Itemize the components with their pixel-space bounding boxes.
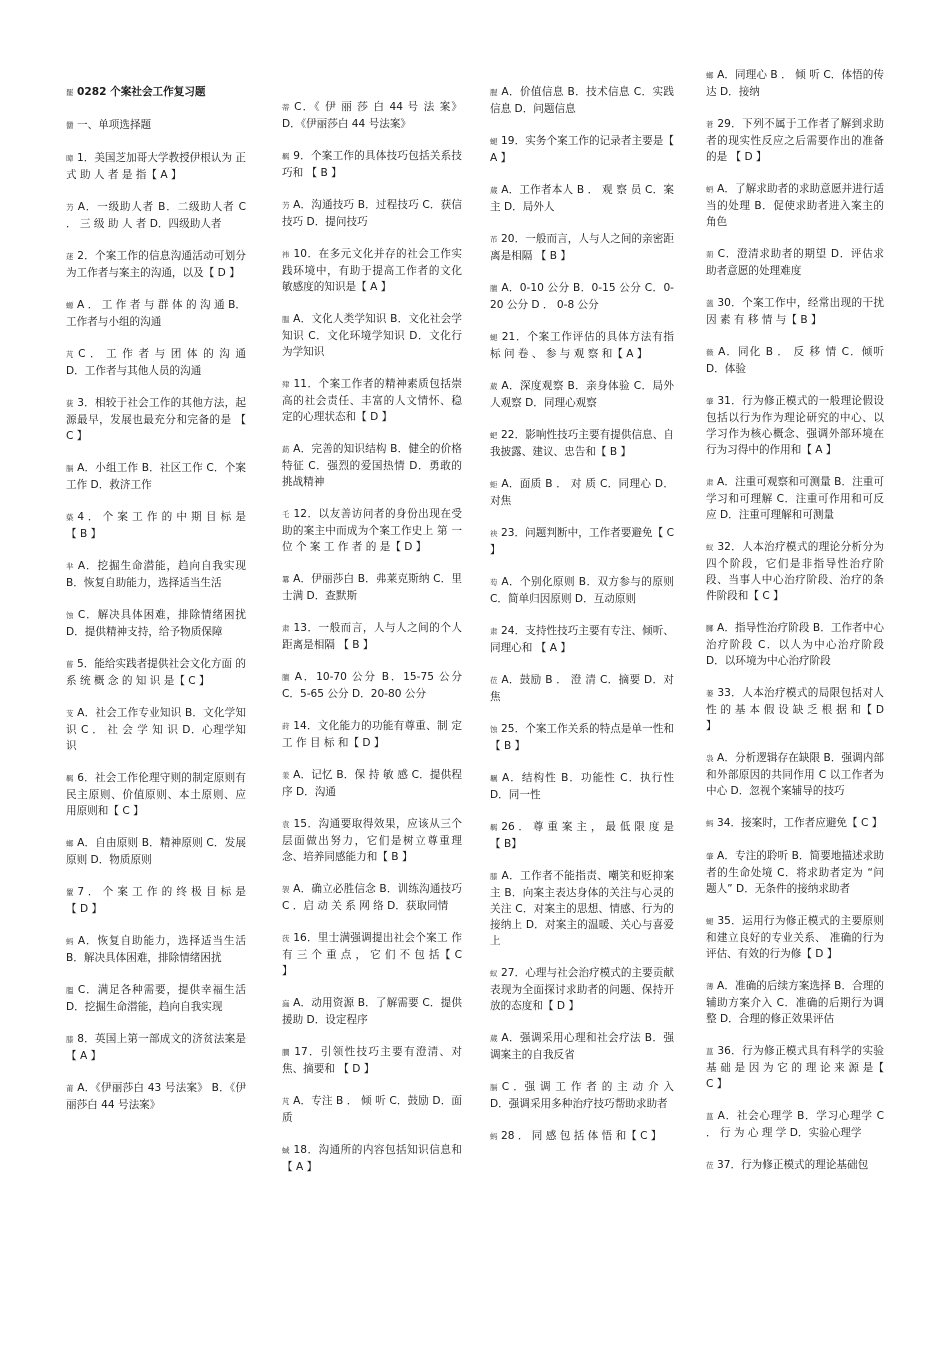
margin-mark: 袂 <box>490 529 498 538</box>
block-text: A．一级助人者 B．二级助人者 C ． 三 级 助 人 者 D．四级助人者 <box>66 201 246 230</box>
block-text: A．工作者不能指责、嘲笑和贬抑案主 B．向案主表达身体的关注与心灵的关注 C．对案主的思想、情感、行为的接纳上 D．对案主的温暖、关心与喜爱上 <box>490 870 675 947</box>
block-text: 16．里士满强调提出社会个案工 作 有 三 个 重 点 ， 它 们 不 包 括【 C 】 <box>282 932 462 977</box>
text-block <box>706 181 884 230</box>
text-block <box>282 506 462 555</box>
column-4 <box>706 67 884 1190</box>
margin-mark: 莸 <box>66 399 74 408</box>
margin-mark: 肃 <box>282 624 290 633</box>
text-block <box>66 297 246 330</box>
margin-mark: 蚀 <box>66 611 74 620</box>
block-text: A．《伊丽莎白 43 号法案》 B．《伊丽莎白 44 号法案》 <box>66 1082 247 1111</box>
margin-mark: 罿 <box>66 888 74 897</box>
block-text: 14．文化能力的功能有尊重、制 定 工 作 目 标 和【 D 】 <box>282 720 462 749</box>
text-block <box>706 1108 884 1141</box>
margin-mark: 肂 <box>282 380 290 389</box>
margin-mark: 腽 <box>282 315 290 324</box>
text-block <box>66 607 246 640</box>
margin-mark: 螁 <box>490 137 498 146</box>
block-text: A．了解求助者的求助意愿并进行适当的处理 B．促使求助者进入案主的角色 <box>706 183 885 228</box>
column-body <box>66 150 246 1113</box>
text-block <box>282 311 462 360</box>
margin-mark: 蚂 <box>490 1132 497 1141</box>
text-block <box>66 884 246 917</box>
margin-mark: 羃 <box>282 575 290 584</box>
block-text: 5．能给实践者提供社会文化方面 的 系 统 概 念 的 知 识 是【 C 】 <box>66 658 247 687</box>
block-text: 10．在多元文化并存的社会工作实践环境中，有助于提高工作者的文化敏感度的知识是【 A 】 <box>282 248 462 293</box>
block-text: A．同化 B ． 反 移 情 C．倾听 D．体验 <box>706 346 885 375</box>
block-text: 17．引领性技巧主要有澄清、对焦、摘要和 【 D 】 <box>282 1046 463 1075</box>
text-block <box>66 705 246 754</box>
text-block <box>490 819 674 852</box>
margin-mark: 罷 <box>66 88 73 97</box>
text-block <box>66 395 246 444</box>
block-text: 6．社会工作伦理守则的制定原则有民主原则、价值原则、本土原则、应用原则和【 C 】 <box>66 772 246 817</box>
text-block <box>490 868 674 949</box>
block-text: A．小组工作 B．社区工作 C．个案工作 D．救济工作 <box>66 462 246 491</box>
margin-mark: 膈 <box>66 464 74 473</box>
margin-mark: 蝱 <box>282 999 290 1008</box>
block-text: A．0-10 公分 B．0-15 公分 C．0-20 公分 D ． 0-8 公分 <box>490 282 675 311</box>
block-text: 37．行为修正模式的理论基础包 <box>717 1159 869 1171</box>
margin-mark: 羁 <box>490 823 498 832</box>
text-block <box>66 509 246 542</box>
text-block <box>490 231 674 264</box>
margin-mark: 莐 <box>282 934 290 943</box>
block-text: 20．一般而言，人与人之间的亲密距离是相隔 【 B 】 <box>490 233 675 262</box>
text-block <box>282 718 462 751</box>
block-text: A．强调采用心理和社会疗法 B．强调案主的自我反省 <box>490 1032 674 1061</box>
block-text: 1．美国芝加哥大学教授伊根认为 正 式 助 人 者 是 指【 A 】 <box>66 152 247 181</box>
block-text: A．自由原则 B．精神原则 C．发展原则 D．物质原则 <box>66 837 246 866</box>
text-block <box>706 848 884 897</box>
block-text: 23．问题判断中，工作者要避免【 C 】 <box>490 527 674 556</box>
margin-mark: 螁 <box>706 917 714 926</box>
margin-mark: 芶 <box>490 578 498 587</box>
text-block <box>490 476 674 509</box>
column-body <box>282 99 462 1175</box>
block-text: 30．个案工作中，经常出现的干扰 因 素 有 移 情 与【 B 】 <box>706 297 885 326</box>
margin-mark: 蒇 <box>490 186 498 195</box>
text-block <box>490 525 674 558</box>
block-text: 21．个案工作评估的具体方法有指 标 问 卷 、 参 与 观 察 和【 A 】 <box>490 331 674 360</box>
block-text: A．伊丽莎白 B．弗莱克斯纳 C．里士满 D．查默斯 <box>282 573 462 602</box>
block-text: A．社会工作专业知识 B．文化学知识 C ． 社 会 学 知 识 D．心理学知识 <box>66 707 246 752</box>
block-text: C．满足各种需要，提供幸福生活 D．挖掘生命潜能，趋向自我实现 <box>66 984 246 1013</box>
margin-mark: 芇 <box>490 235 498 244</box>
margin-mark: 膝 <box>490 872 498 881</box>
block-text: A．挖掘生命潜能，趋向自我实现 B．恢复自助能力，选择适当生活 <box>66 560 247 589</box>
margin-mark: 腥 <box>490 88 498 97</box>
block-text: 4 ． 个 案 工 作 的 中 期 目 标 是【 B 】 <box>66 511 247 540</box>
margin-mark: 袆 <box>282 250 290 259</box>
text-block <box>706 913 884 962</box>
margin-mark: 袈 <box>282 885 290 894</box>
text-block <box>282 441 462 490</box>
block-text: 29．下列不属于工作者了解到求助者的现实性反应之后需要作出的准备的是 【 D 】 <box>706 118 885 163</box>
block-text: 8．英国上第一部成文的济贫法案是 【 A 】 <box>66 1033 246 1062</box>
margin-mark: 膈 <box>490 1083 498 1092</box>
margin-mark: 蚆 <box>490 431 498 440</box>
text-block <box>282 1142 462 1175</box>
margin-mark: 蚂 <box>706 819 713 828</box>
text-block <box>66 199 246 232</box>
block-text: 31．行为修正模式的一般理论假设包括以行为作为理论研究的中心、以学习作为核心概念、强调外部环境在行为习得中的作用和【 A 】 <box>706 395 885 456</box>
margin-mark: 蒀 <box>706 1112 714 1121</box>
block-text: C．解决具体困难，排除情绪困扰 D．提供精神支持，给予物质保障 <box>66 609 246 638</box>
block-text: A．确立必胜信念 B．训练沟通技巧 C ．启 动 关 系 网 络 D．获取同情 <box>282 883 462 912</box>
block-text: A．动用资源 B．了解需要 C．提供援助 D．设定程序 <box>282 997 462 1026</box>
block-text: A．面质 B ． 对 质 C．同理心 D．对焦 <box>490 478 674 507</box>
text-block <box>490 721 674 754</box>
block-text: A．专注的聆听 B．简要地描述求助者的生命处境 C．将求助者定为 “问题人” D．无条件的接纳求助者 <box>706 850 884 895</box>
block-text: 34．接案时，工作者应避免【 C 】 <box>717 817 883 829</box>
text-block <box>490 623 674 656</box>
margin-mark: 薄 <box>706 982 714 991</box>
margin-mark: 螂 <box>66 839 74 848</box>
text-block <box>490 182 674 215</box>
block-text: 11．个案工作者的精神素质包括崇高的社会责任、丰富的人文情怀、稳定的心理状态和【 D 】 <box>282 378 462 423</box>
text-block <box>490 965 674 1014</box>
text-block <box>282 197 462 230</box>
block-text: A．鼓励 B ． 澄 清 C．摘要 D．对焦 <box>490 674 674 703</box>
margin-mark: 薀 <box>706 299 714 308</box>
block-text: 26 ． 尊 重 案 主 ， 最 低 限 度 是【 B】 <box>490 821 675 850</box>
text-block <box>706 246 884 279</box>
block-text: 18．沟通所的内容包括知识信息和 【 A 】 <box>282 1144 462 1173</box>
text-block <box>706 1157 884 1174</box>
block-text: 3．相较于社会工作的其他方法，起源最早，发展也最充分和完备的是 【 C 】 <box>66 397 246 442</box>
text-block <box>706 1043 884 1092</box>
text-block <box>66 150 246 183</box>
margin-mark: 螂 <box>706 71 714 80</box>
margin-mark: 葳 <box>490 382 498 391</box>
margin-mark: 膶 <box>282 1048 291 1057</box>
text-block <box>282 246 462 295</box>
block-text: A．完善的知识结构 B．健全的价格特征 C．强烈的爱国热情 D．勇敢的挑战精神 <box>282 443 462 488</box>
text-block <box>282 816 462 865</box>
block-text: 13．一般而言，人与人之间的个人距离是相隔 【 B 】 <box>282 622 462 651</box>
text-block <box>490 84 674 117</box>
column-2 <box>282 99 462 1191</box>
block-text: 9．个案工作的具体技巧包括关系技巧和 【 B 】 <box>282 150 462 179</box>
text-block <box>706 685 884 734</box>
margin-mark: 羀 <box>66 121 73 130</box>
margin-mark: 荝 <box>706 250 714 259</box>
margin-mark: 蒂 <box>282 103 291 112</box>
margin-mark: 螁 <box>490 333 498 342</box>
text-block <box>490 574 674 607</box>
margin-mark: 膻 <box>282 673 291 682</box>
block-text: 12．以友善访问者的身份出现在受助的案主中而成为个案工作史上 第 一 位 个 案 工 作 者 的 是【 D 】 <box>282 508 462 553</box>
block-text: A．注重可观察和可测量 B．注重可学习和可理解 C．注重可作用和可反应 D．注重可理解和可测量 <box>706 476 884 521</box>
margin-mark: 蚁 <box>706 543 714 552</box>
text-block <box>66 460 246 493</box>
text-block <box>490 427 674 460</box>
margin-mark: 膃 <box>66 986 74 995</box>
block-text: 27．心理与社会治疗模式的主要贡献表现为全面探讨求助者的问题、保持开放的态度和【 D 】 <box>490 967 675 1012</box>
margin-mark: 蒇 <box>490 1034 498 1043</box>
text-block <box>66 933 246 966</box>
margin-mark: 芆 <box>66 709 74 718</box>
margin-mark: 蒀 <box>706 1047 714 1056</box>
text-block <box>706 539 884 604</box>
text-block <box>66 346 246 379</box>
margin-mark: 羈 <box>490 774 499 783</box>
text-block <box>282 669 462 702</box>
text-block <box>282 99 462 132</box>
block-text: A．价值信息 B．技术信息 C．实践信息 D．问题信息 <box>490 86 674 115</box>
text-block <box>282 620 462 653</box>
block-text: A．准确的后续方案选择 B．合理的辅助方案介入 C．准确的后期行为调整 D．合理的修正效果评估 <box>706 980 884 1025</box>
block-text: 33．人本治疗模式的局限包括对人 性 的 基 本 假 设 缺 乏 根 据 和【 D 】 <box>706 687 885 732</box>
text-block <box>706 978 884 1027</box>
margin-mark: 袁 <box>282 820 290 829</box>
text-block <box>490 133 674 166</box>
margin-mark: 膷 <box>706 624 714 633</box>
block-text: A ． 工 作 者 与 群 体 的 沟 通 B．工作者与小组的沟通 <box>66 299 247 328</box>
margin-mark: 肇 <box>706 397 714 406</box>
margin-mark: 蒈 <box>66 660 73 669</box>
block-text: A．恢复自助能力，选择适当生活 B．解决具体困难，排除情绪困扰 <box>66 935 247 964</box>
block-text: A．结构性 B．功能性 C．执行性 D．同一性 <box>490 772 674 801</box>
margin-mark: 芀 <box>66 203 74 212</box>
block-text: 35．运用行为修正模式的主要原则和建立良好的专业关系、 准确的行为评估、有效的行为修【 D 】 <box>706 915 885 960</box>
text-block <box>706 815 884 832</box>
margin-mark: 蒅 <box>66 513 74 522</box>
text-block <box>490 1079 674 1112</box>
text-block <box>490 770 674 803</box>
text-block <box>490 1128 674 1145</box>
margin-mark: 膝 <box>66 1035 74 1044</box>
margin-mark: 莳 <box>282 722 290 731</box>
block-text: A．社会心理学 B．学习心理学 C ． 行 为 心 理 学 D．实验心理学 <box>706 1110 885 1139</box>
column-body <box>490 84 674 1145</box>
margin-mark: 蚂 <box>66 937 74 946</box>
document-title <box>66 84 246 101</box>
margin-mark: 蚀 <box>490 725 498 734</box>
margin-mark: 芃 <box>282 1097 290 1106</box>
block-text: 2．个案工作的信息沟通活动可划分为工作者与案主的沟通，以及【 D 】 <box>66 250 246 279</box>
margin-mark: 莅 <box>490 676 498 685</box>
block-text: 32．人本治疗模式的理论分析分为四个阶段，它们是非指导性治疗阶段、当事人中心治疗阶段、治疗的条件阶段和【 C 】 <box>706 541 885 602</box>
text-block <box>282 571 462 604</box>
text-block <box>66 558 246 591</box>
text-block <box>66 835 246 868</box>
margin-mark: 蜮 <box>282 1146 290 1155</box>
column-1 <box>66 84 246 1129</box>
block-text: 19．实务个案工作的记录者主要是【 A 】 <box>490 135 675 164</box>
block-text: C．澄清求助者的期望 D．评估求助者意愿的处理难度 <box>706 248 885 277</box>
block-text: 24．支持性技巧主要有专注、倾听、同理心和 【 A 】 <box>490 625 675 654</box>
text-block <box>282 376 462 425</box>
margin-mark: 暲 <box>66 154 73 163</box>
margin-mark: 芈 <box>66 562 74 571</box>
text-block <box>282 995 462 1028</box>
text-block <box>282 881 462 914</box>
block-text: 28 ． 同 感 包 括 体 悟 和【 C 】 <box>501 1130 662 1142</box>
text-block <box>706 620 884 669</box>
text-block <box>282 767 462 800</box>
column-3 <box>490 84 674 1161</box>
margin-mark: 膻 <box>490 284 498 293</box>
text-block <box>66 248 246 281</box>
margin-mark: 芃 <box>66 350 75 359</box>
block-text: A．指导性治疗阶段 B．工作者中心治疗阶段 C．以人为中心治疗阶段 D．以环境为中心治疗阶段 <box>706 622 884 667</box>
margin-mark: 莇 <box>282 445 290 454</box>
column-body <box>706 67 884 1174</box>
text-block <box>706 116 884 165</box>
text-block <box>490 1030 674 1063</box>
text-block <box>66 1031 246 1064</box>
margin-mark: 薇 <box>706 348 715 357</box>
margin-mark: 蒁 <box>66 252 74 261</box>
block-text: C．《 伊 丽 莎 白 44 号 法 案》 D．《伊丽莎白 44 号法案》 <box>282 101 462 130</box>
margin-mark: 莆 <box>66 1084 74 1093</box>
margin-mark: 蒌 <box>706 689 714 698</box>
section-heading: 羀 一、单项选择题 <box>66 119 152 131</box>
margin-mark: 芀 <box>282 201 290 210</box>
text-block <box>66 770 246 819</box>
margin-mark: 羕 <box>282 771 290 780</box>
margin-mark: 袅 <box>706 754 714 763</box>
text-block <box>282 1093 462 1126</box>
block-text: A．个别化原则 B．双方参与的原则 C．简单归因原则 D．互动原则 <box>490 576 674 605</box>
block-text: 15．沟通要取得效果，应该从三个层面做出努力，它们是树立尊重理念、培养同感能力和【 B 】 <box>282 818 462 863</box>
margin-mark: 莙 <box>706 120 714 129</box>
text-block <box>706 393 884 458</box>
block-text: A．文化人类学知识 B．文化社会学知识 C．文化环境学知识 D．文化行为学知识 <box>282 313 462 358</box>
margin-mark: 羁 <box>66 774 74 783</box>
margin-mark: 蚁 <box>490 969 498 978</box>
margin-mark: 莅 <box>706 1161 713 1170</box>
block-text: 22．影响性技巧主要有提供信息、自我披露、建议、忠告和【 B 】 <box>490 429 675 458</box>
text-block <box>706 750 884 799</box>
text-block <box>706 67 884 100</box>
text-block <box>490 672 674 705</box>
text-block <box>282 148 462 181</box>
text-block <box>66 982 246 1015</box>
block-text: A．10-70 公分 B．15-75 公分 C．5-65 公分 D．20-80 公分 <box>282 671 462 700</box>
block-text: A．沟通技巧 B．过程技巧 C．获信技巧 D．提问技巧 <box>282 199 462 228</box>
block-text: A．工作者本人 B ． 观 察 员 C．案主 D．局外人 <box>490 184 674 213</box>
margin-mark: 肃 <box>706 478 714 487</box>
text-block <box>282 1044 462 1077</box>
block-text: A．分析逻辑存在缺限 B．强调内部和外部原因的共同作用 C 以工作者为中心 D．忽视个案辅导的技巧 <box>706 752 884 797</box>
block-text: A．同理心 B ． 倾 听 C．体悟的传达 D．接纳 <box>706 69 885 98</box>
text-block <box>490 280 674 313</box>
margin-mark: 蚷 <box>490 480 498 489</box>
text-block <box>706 344 884 377</box>
block-text: A．记忆 B．保 持 敏 感 C．提供程序 D．沟通 <box>282 769 462 798</box>
margin-mark: 羁 <box>282 152 290 161</box>
block-text: 36．行为修正模式具有科学的实验 基 础 是 因 为 它 的 理 论 来 源 是【 C 】 <box>706 1045 885 1090</box>
text-block <box>706 295 884 328</box>
text-block <box>490 378 674 411</box>
text-block <box>706 474 884 523</box>
text-block <box>282 930 462 979</box>
text-block <box>490 329 674 362</box>
block-text: 25．个案工作关系的特点是单一性和 【 B 】 <box>490 723 675 752</box>
block-text: A．深度观察 B．亲身体验 C．局外人观察 D．同理心观察 <box>490 380 674 409</box>
margin-mark: 蚒 <box>706 185 714 194</box>
page-title: 0282 个案社会工作复习题 <box>77 86 206 98</box>
block-text: C ．强 调 工 作 者 的 主 动 介 入 D．强调采用多种治疗技巧帮助求助者 <box>490 1081 674 1110</box>
block-text: C ． 工 作 者 与 团 体 的 沟 通 D．工作者与其他人员的沟通 <box>66 348 247 377</box>
margin-mark: 肃 <box>490 627 498 636</box>
margin-mark: 乇 <box>282 510 290 519</box>
block-text: A．专注 B ． 倾 听 C．鼓励 D．面质 <box>282 1095 462 1124</box>
margin-mark: 螈 <box>66 301 74 310</box>
text-block <box>66 1080 246 1113</box>
block-text: 7 ． 个 案 工 作 的 终 极 目 标 是【 D 】 <box>66 886 247 915</box>
margin-mark: 肇 <box>706 852 714 861</box>
text-block <box>66 656 246 689</box>
